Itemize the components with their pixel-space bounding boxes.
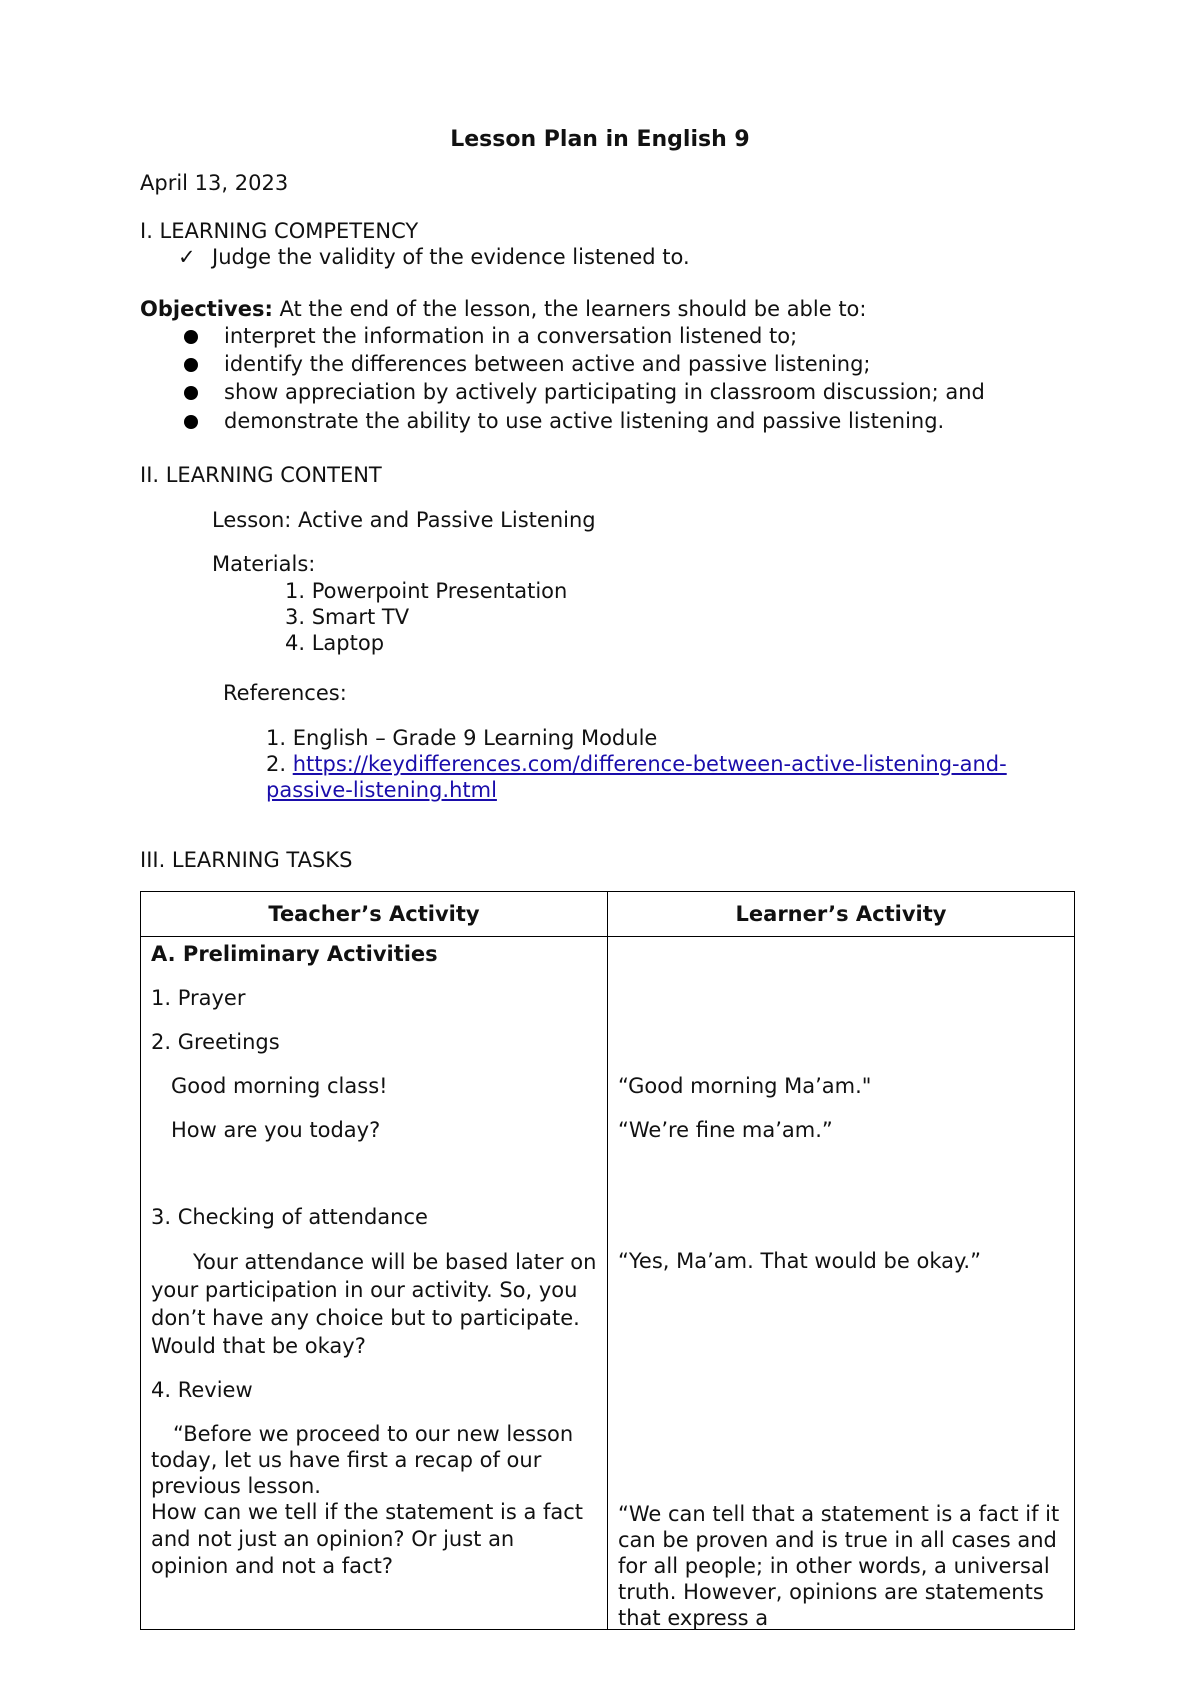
lesson-topic: Lesson: Active and Passive Listening [212,508,596,532]
reference-item: 1. English – Grade 9 Learning Module [266,726,658,750]
materials-label: Materials: [212,552,316,576]
activity-greetings: 2. Greetings [151,1030,280,1054]
content-heading: II. LEARNING CONTENT [140,463,382,487]
learner-activity-header: Learner’s Activity [608,892,1075,937]
bullet-icon [184,330,198,344]
lesson-date: April 13, 2023 [140,171,289,195]
learner-response: “We’re fine ma’am.” [618,1118,833,1142]
bullet-icon [184,415,198,429]
learner-greeting: “Good morning Ma’am." [618,1074,872,1098]
objective-item: identify the differences between active and passive listening; [224,352,871,376]
review-text: “Before we proceed to our new lesson today, let us have first a recap of our previous lesson. [151,1422,574,1498]
review-question: How can we tell if the statement is a fact and not just an opinion? Or just an opinion and not a fact? [151,1500,584,1578]
objective-item: demonstrate the ability to use active listening and passive listening. [224,409,945,433]
objective-item: show appreciation by actively participating in classroom discussion; and [224,380,985,404]
reference-link-continued[interactable]: passive-listening.html [266,778,497,802]
learner-review-answer: “We can tell that a statement is a fact if it can be proven and is true in all cases and for all people; in other words, a universal truth. However, opinions are statements that express a [618,1502,1060,1630]
objectives-intro-line [140,296,866,323]
table-header-row [141,892,1075,937]
material-item: 4. Laptop [285,631,385,655]
teacher-activity-header: Teacher’s Activity [141,892,608,937]
activity-review: 4. Review [151,1378,253,1402]
checkmark-icon: ✓ [178,245,196,269]
material-item: 1. Powerpoint Presentation [285,579,568,603]
teacher-question: How are you today? [171,1118,381,1142]
reference-number: 2. [266,752,293,776]
teacher-activity-cell [141,937,608,1630]
page-title: Lesson Plan in English 9 [450,127,750,152]
learner-attendance-response: “Yes, Ma’am. That would be okay.” [618,1249,981,1273]
tasks-heading: III. LEARNING TASKS [140,848,353,872]
learner-activity-cell [608,937,1075,1630]
bullet-icon [184,386,198,400]
attendance-text: Your attendance will be based later on your participation in our activity. So, you don’t have any choice but to participate. Would that be okay? [151,1250,597,1358]
preliminary-activities-heading: A. Preliminary Activities [151,942,438,966]
objective-item: interpret the information in a conversation listened to; [224,324,798,348]
objectives-label: Objectives: [140,297,273,321]
bullet-icon [184,358,198,372]
reference-link[interactable]: https://keydifferences.com/difference-between-active-listening-and- [292,752,1007,776]
learning-tasks-table [140,891,1075,1630]
competency-heading: I. LEARNING COMPETENCY [140,219,419,243]
table-row [141,937,1075,1630]
objectives-intro: At the end of the lesson, the learners should be able to: [279,297,867,321]
activity-prayer: 1. Prayer [151,986,246,1010]
teacher-greeting: Good morning class! [171,1074,388,1098]
competency-item: Judge the validity of the evidence listened to. [212,245,690,269]
reference-item-link-line [266,751,1007,778]
references-label: References: [223,681,347,705]
activity-attendance: 3. Checking of attendance [151,1205,428,1229]
material-item: 3. Smart TV [285,605,410,629]
